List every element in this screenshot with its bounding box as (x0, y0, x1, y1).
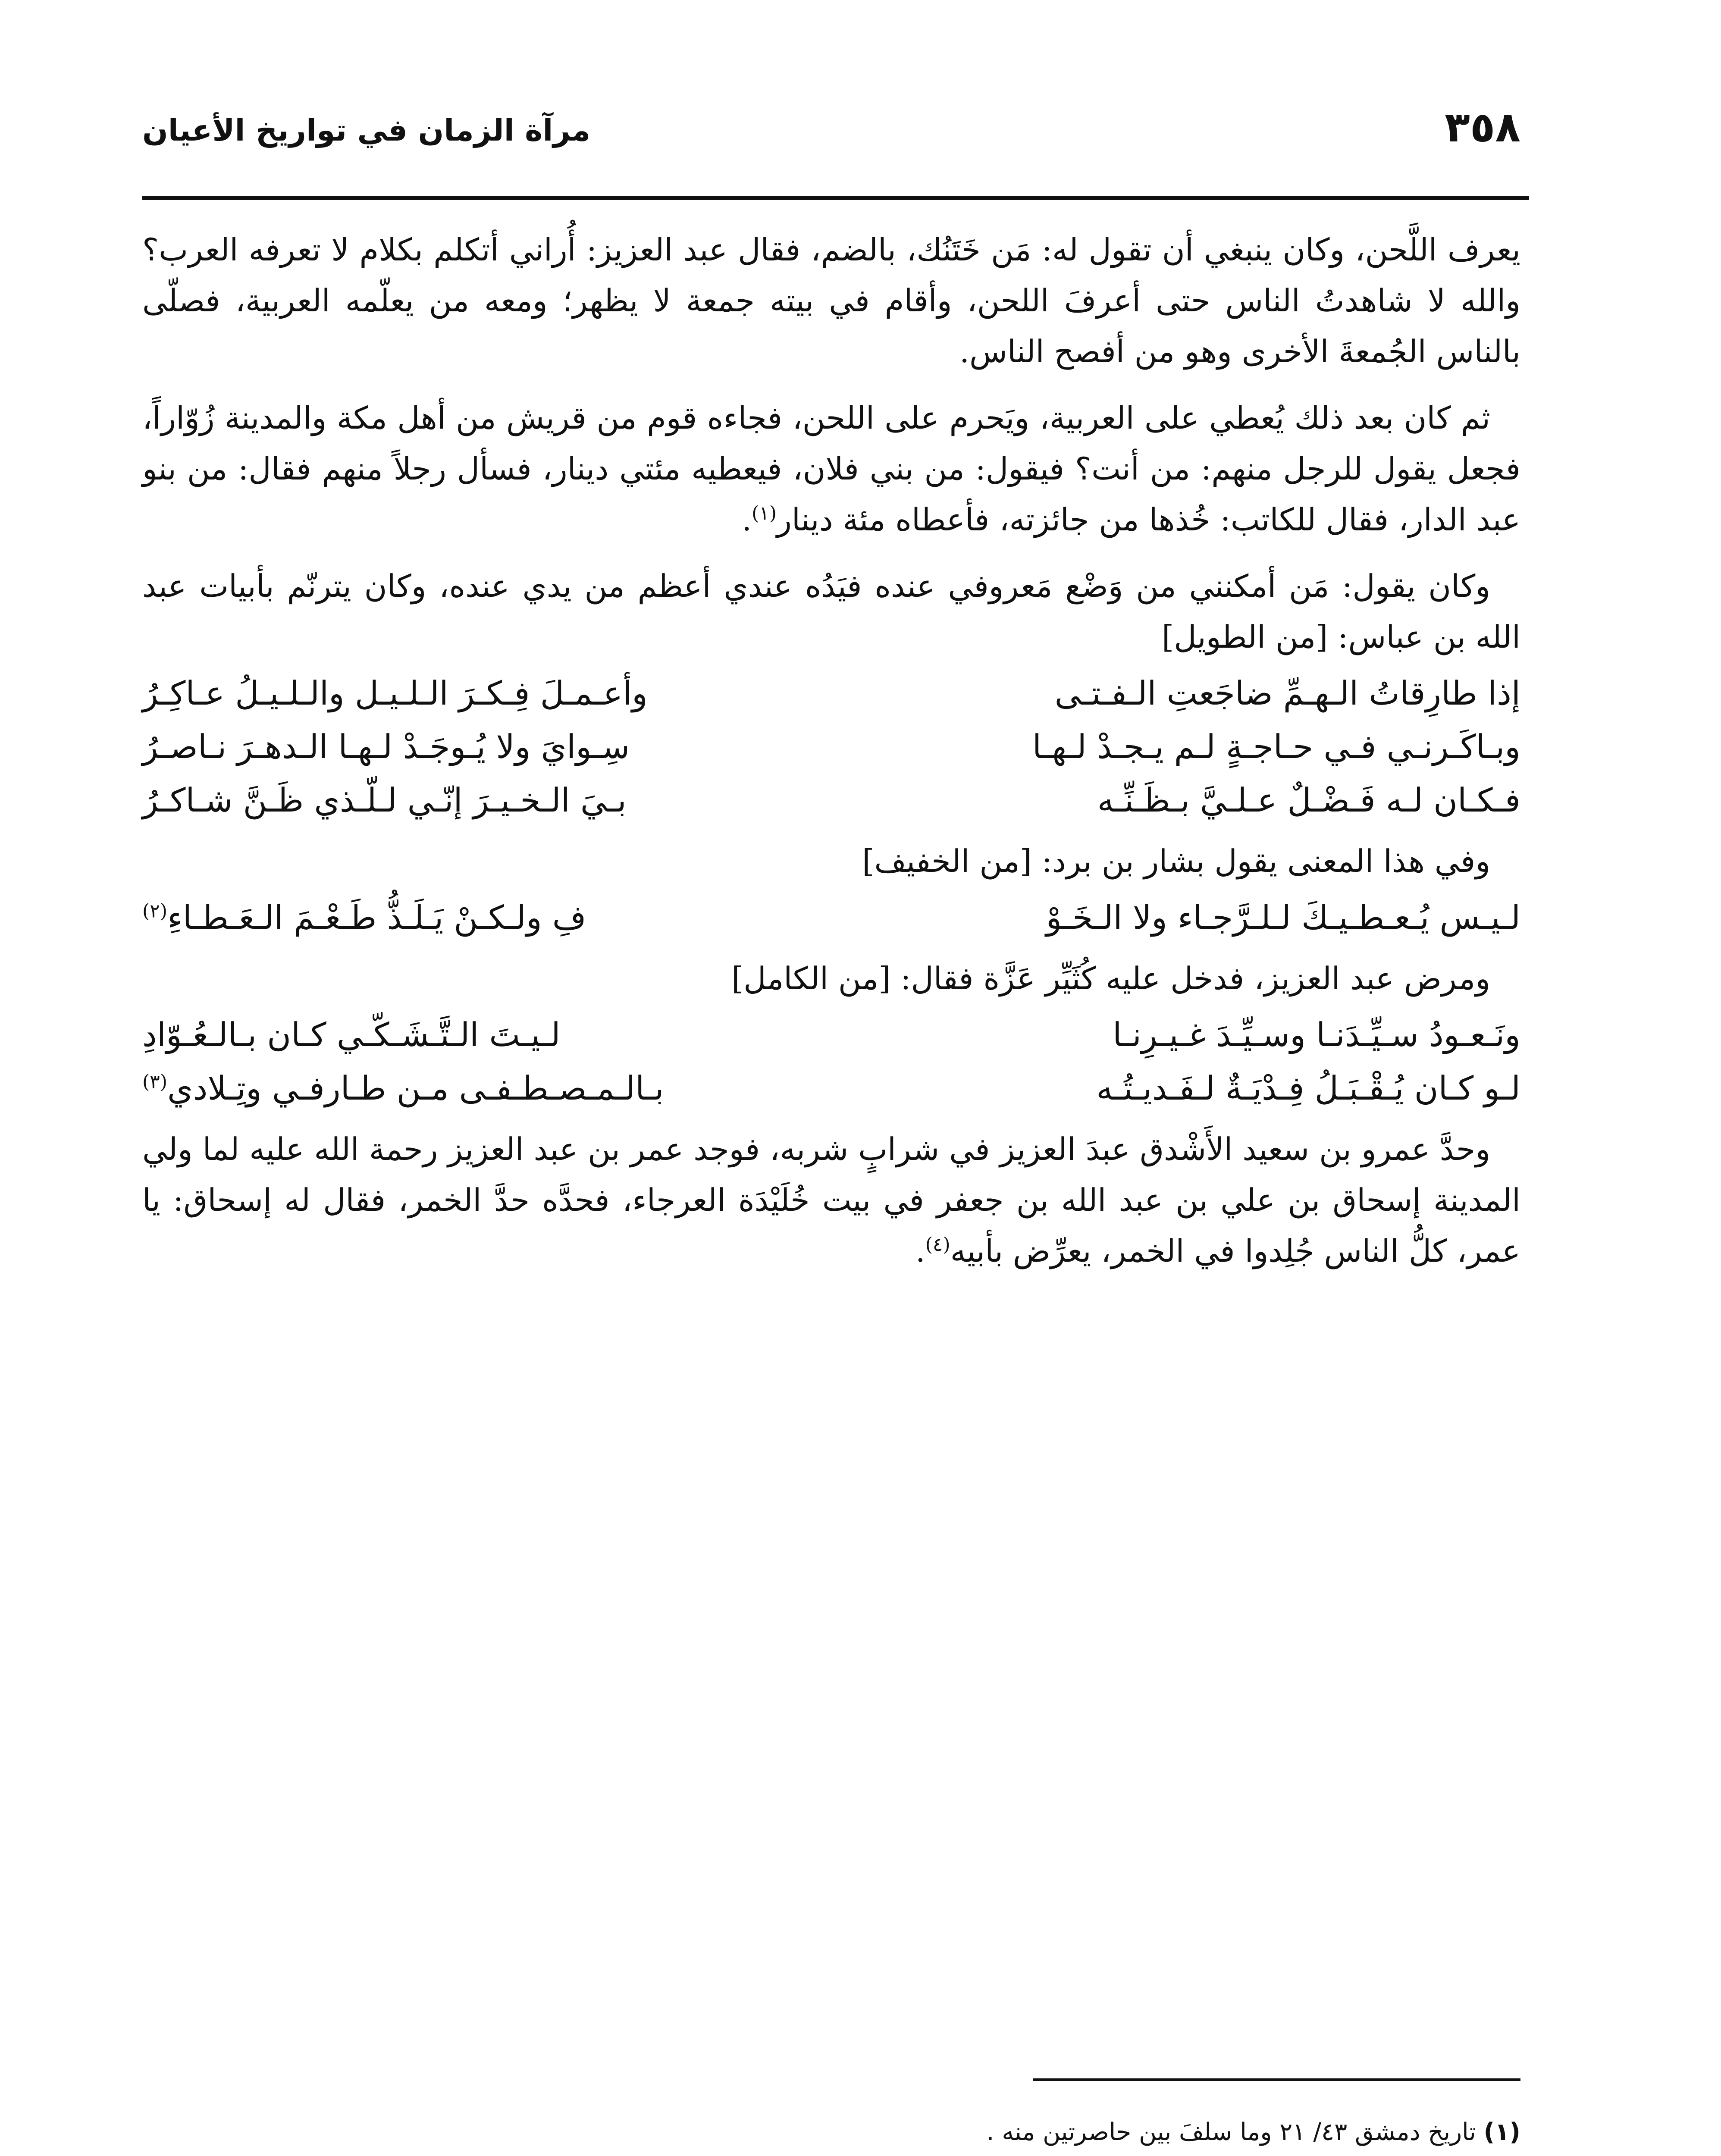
paragraph-4-text: وفي هذا المعنى يقول بشار بن برد: (1041, 843, 1490, 879)
verse-line (142, 774, 1520, 827)
footnote-ref-4[interactable]: (٤) (925, 1234, 950, 1256)
verse-second-hemistich: لـيـتَ الـتَّـشَـكّـي كـان بـالـعُـوّادِ (142, 1015, 561, 1054)
paragraph-6-end: . (915, 1233, 925, 1269)
page-header (142, 101, 1520, 153)
paragraph-2-text: ثم كان بعد ذلك يُعطي على العربية، ويَحرم على اللحن، فجاءه قوم من قريش من أهل مكة والمدينة زُوّاراً، فجعل يقول للرجل منهم: من أنت؟ فيقول: من بني فلان، فيعطيه مئتي دينار، فسأل رجلاً منهم فقال: من بنو عبد الدار، فقال للكاتب: خُذها من جائزته، فأعطاه مئة دينار (142, 400, 1520, 538)
verse-second-hemistich: سِـوايَ ولا يُـوجَـدْ لـهـا الـدهـرَ نـاصـرُ (142, 727, 630, 766)
paragraph-3 (142, 561, 1520, 662)
verse-first-hemistich: ونَـعـودُ سـيِّـدَنـا وسـيِّـدَ غـيـرِنـا (1113, 1015, 1520, 1054)
verse-second-hemistich (142, 891, 804, 944)
paragraph-5 (142, 953, 1520, 1004)
paragraph-2 (142, 392, 1520, 545)
poem-kuthayyir (142, 1008, 1520, 1115)
header-rule (142, 196, 1529, 200)
poem-ibn-abbas (142, 667, 1520, 827)
footnotes (142, 2109, 1520, 2156)
verse-first-hemistich: إذا طارِقاتُ الـهـمِّ ضاجَعتِ الـفـتـى (1054, 674, 1520, 712)
footnote-ref-1[interactable]: (١) (752, 502, 777, 524)
meter-label-tawil: [من الطويل] (1162, 619, 1328, 655)
verse-line (142, 720, 1520, 774)
paragraph-3-text: وكان يقول: مَن أمكنني من وَضْع مَعروفي عنده فيَدُه عندي أعظم من يدي عنده، وكان يترنّم بأبيات عبد الله بن عباس: (142, 568, 1520, 655)
verse-second-hemistich-text: فِ ولـكـنْ يَـلَـذُّ طَـعْـمَ الـعَـطـاءِ (167, 898, 586, 937)
paragraph-6-text: وحدَّ عمرو بن سعيد الأَشْدق عبدَ العزيز في شرابٍ شربه، فوجد عمر بن عبد العزيز رحمة الله عليه لما ولي المدينة إسحاق بن علي بن عبد الله بن جعفر في بيت خُلَيْدَة العرجاء، فحدَّه حدَّ الخمر، فقال له إسحاق: يا عمر، كلُّ الناس جُلِدوا في الخمر، يعرِّض بأبيه (142, 1131, 1520, 1269)
meter-label-khafif: [من الخفيف] (862, 843, 1032, 879)
footnote-text: تاريخ دمشق ٤٣/ ٢١ وما سلفَ بين حاصرتين منه . (986, 2118, 1476, 2146)
paragraph-2-end: . (742, 501, 752, 538)
paragraph-1: يعرف اللَّحن، وكان ينبغي أن تقول له: مَن خَتَنُك، بالضم، فقال عبد العزيز: أُراني أتكلم بكلام لا تعرفه العرب؟ والله لا شاهدتُ الناس حتى أعرفَ اللحن، وأقام في بيته جمعة لا يظهر؛ ومعه من يعلّمه العربية، فصلّى بالناس الجُمعةَ الأخرى وهو من أفصح الناس. (142, 232, 1520, 370)
verse-first-hemistich: فـكـان لـه فَـضْـلٌ عـلـيَّ بـظَـنِّـه (1097, 781, 1520, 819)
verse-second-hemistich: بـيَ الـخـيـرَ إنّـي لـلّـذي ظَـنَّ شـاكـرُ (142, 781, 627, 819)
poem-bashshar (142, 891, 1520, 944)
verse-second-hemistich (142, 1062, 804, 1115)
verse-first-hemistich: لـيـس يُـعـطـيـكَ لـلـرَّجـاء ولا الـخَـوْ (1046, 898, 1520, 937)
verse-second-hemistich: وأعـمـلَ فِـكـرَ الـلـيـل والـلـيـلُ عـاكِـرُ (142, 674, 648, 712)
verse-first-hemistich: وبـاكَـرنـي فـي حـاجـةٍ لـم يـجـدْ لـهـا (1032, 727, 1520, 766)
verse-line (142, 1062, 1520, 1115)
running-title: مرآة الزمان في تواريخ الأعيان (142, 113, 591, 148)
paragraph-5-text: ومرض عبد العزيز، فدخل عليه كُثَيِّر عَزَّة فقال: (900, 960, 1490, 997)
verse-line (142, 1008, 1520, 1062)
verse-line (142, 667, 1520, 720)
page-number: ٣٥٨ (1445, 103, 1520, 151)
footnote-number: (١) (1483, 2118, 1520, 2146)
verse-first-hemistich: لـو كـان يُـقْـبَـلُ فِـدْيَـةٌ لـفَـديـتُـه (1096, 1069, 1520, 1107)
main-text (142, 224, 1520, 1292)
verse-second-hemistich-text: بـالـمـصـطـفـى مـن طـارفـي وتِـلادي (167, 1069, 664, 1107)
verse-line (142, 891, 1520, 944)
paragraph-4 (142, 836, 1520, 887)
footnote-separator (1033, 2078, 1520, 2081)
footnote-1 (142, 2109, 1520, 2156)
footnote-ref-3[interactable]: (٣) (142, 1071, 167, 1093)
meter-label-kamil: [من الكامل] (731, 960, 891, 997)
paragraph-6 (142, 1124, 1520, 1276)
footnote-ref-2[interactable]: (٢) (142, 900, 167, 922)
